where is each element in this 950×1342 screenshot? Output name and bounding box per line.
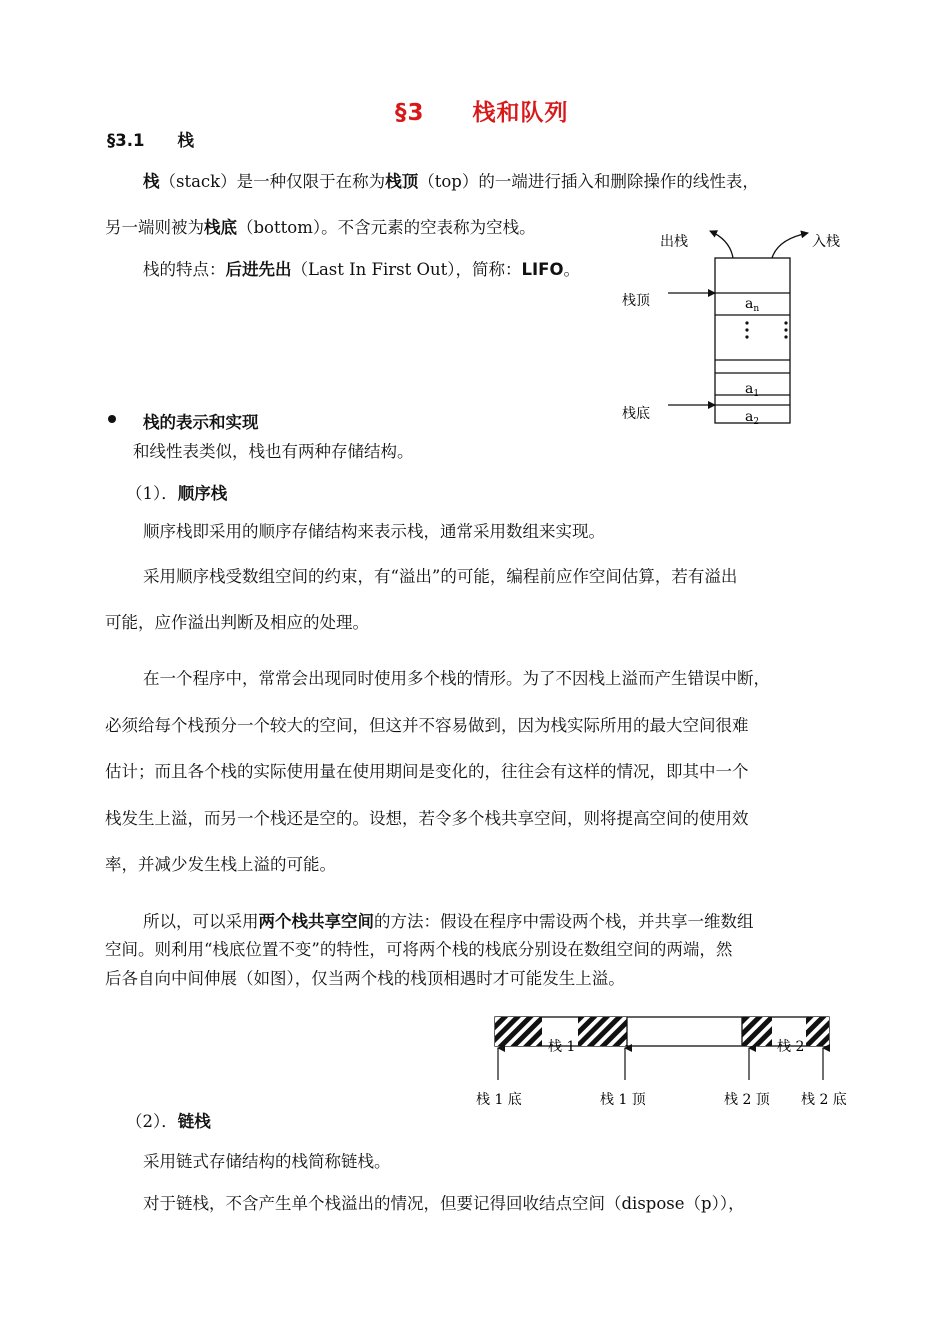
text: 。	[563, 260, 580, 279]
paragraph-multi-line2: 必须给每个栈预分一个较大的空间，但这并不容易做到，因为栈实际所用的最大空间很难	[105, 716, 749, 735]
cell-an-sub: n	[753, 304, 760, 314]
section-heading: §3.1 栈	[107, 131, 194, 150]
hatch-block	[742, 1017, 772, 1046]
push-label: 入栈	[812, 234, 840, 250]
text: （stack）是一种仅限于在称为	[159, 172, 386, 191]
ellipsis-dot-icon	[784, 328, 787, 331]
text: （top）的一端进行插入和删除操作的线性表，	[418, 172, 759, 191]
ellipsis-dot-icon	[745, 321, 748, 324]
term-stack: 栈	[143, 172, 160, 191]
subheading-sequential-stack	[126, 480, 227, 504]
cell-an-base: a	[745, 296, 754, 312]
paragraph-sequential: 顺序栈即采用的顺序存储结构来表示栈，通常采用数组来实现。	[143, 522, 605, 541]
term-shared-space: 两个栈共享空间	[258, 912, 374, 931]
paragraph-multi-line3: 估计；而且各个栈的实际使用量在使用期间是变化的，往往会有这样的情况，即其中一个	[105, 762, 749, 781]
pop-arrow-icon	[710, 231, 733, 258]
paragraph-shared-line1	[143, 908, 754, 932]
s2-bottom-label: 栈 2 底	[801, 1092, 847, 1108]
top-label: 栈顶	[622, 293, 650, 309]
bullet-icon	[108, 415, 116, 423]
term-stack-bottom: 栈底	[204, 218, 237, 237]
s1-bottom-label: 栈 1 底	[476, 1092, 522, 1108]
push-arrow-icon	[772, 233, 808, 258]
bottom-label: 栈底	[622, 406, 650, 422]
ellipsis-dot-icon	[745, 328, 748, 331]
bullet-heading: 栈的表示和实现	[143, 413, 259, 432]
cell-a1-sub: 1	[753, 389, 760, 399]
pop-label: 出栈	[660, 234, 688, 250]
text: 另一端则被为	[105, 218, 204, 237]
cell-a2-sub: 2	[753, 417, 760, 427]
paragraph-linked: 采用链式存储结构的栈简称链栈。	[143, 1152, 391, 1171]
stack-diagram	[600, 225, 860, 435]
cell-a1-base: a	[745, 381, 754, 397]
paragraph-overflow-line1: 采用顺序栈受数组空间的约束，有“溢出”的可能，编程前应作空间估算，若有溢出	[143, 567, 738, 586]
subheading-number: （2）．	[126, 1112, 178, 1131]
term-stack-top: 栈顶	[385, 172, 419, 191]
hatch-block	[806, 1017, 829, 1046]
paragraph-multi-line4: 栈发生上溢，而另一个栈还是空的。设想，若令多个栈共享空间，则将提高空间的使用效	[105, 809, 749, 828]
hatch-block	[495, 1017, 542, 1046]
paragraph-overflow-line2: 可能，应作溢出判断及相应的处理。	[105, 613, 369, 632]
subheading-name: 链栈	[177, 1112, 211, 1131]
text: 所以，可以采用	[143, 912, 259, 931]
paragraph-lifo	[143, 256, 580, 280]
paragraph-stack-bottom	[105, 214, 536, 238]
paragraph-linked-overflow: 对于链栈，不含产生单个栈溢出的情况，但要记得回收结点空间（dispose（p）），	[143, 1194, 745, 1213]
cell-a2-base: a	[745, 409, 754, 425]
paragraph-multi-line1: 在一个程序中，常常会出现同时使用多个栈的情形。为了不因栈上溢而产生错误中断，	[143, 669, 770, 688]
stack2-label: 栈 2	[777, 1039, 805, 1055]
text: （bottom）。不含元素的空表称为空栈。	[237, 218, 536, 237]
shared-stack-diagram	[470, 1010, 850, 1120]
paragraph-shared-line2: 空间。则利用“栈底位置不变”的特性，可将两个栈的栈底分别设在数组空间的两端，然	[105, 940, 733, 959]
s1-top-label: 栈 1 顶	[600, 1092, 646, 1108]
text: 栈的特点：	[143, 260, 226, 279]
ellipsis-dot-icon	[784, 335, 787, 338]
paragraph-storage: 和线性表类似，栈也有两种存储结构。	[133, 442, 414, 461]
text: 的方法：假设在程序中需设两个栈，并共享一维数组	[374, 912, 754, 931]
subheading-number: （1）．	[126, 484, 178, 503]
hatch-block	[578, 1017, 627, 1046]
ellipsis-dot-icon	[784, 321, 787, 324]
stack1-label: 栈 1	[548, 1039, 576, 1055]
subheading-linked-stack	[126, 1108, 211, 1132]
text: （Last In First Out），简称：	[291, 260, 522, 279]
page-title: §3 栈和队列	[395, 100, 569, 126]
term-lifo: LIFO	[521, 260, 564, 279]
ellipsis-dot-icon	[745, 335, 748, 338]
s2-top-label: 栈 2 顶	[724, 1092, 770, 1108]
term-lifo-cn: 后进先出	[225, 260, 292, 279]
paragraph-shared-line3: 后各自向中间伸展（如图），仅当两个栈的栈顶相遇时才可能发生上溢。	[105, 969, 625, 988]
paragraph-multi-line5: 率，并减少发生栈上溢的可能。	[105, 855, 336, 874]
paragraph-stack-definition	[143, 168, 759, 192]
subheading-name: 顺序栈	[177, 484, 228, 503]
